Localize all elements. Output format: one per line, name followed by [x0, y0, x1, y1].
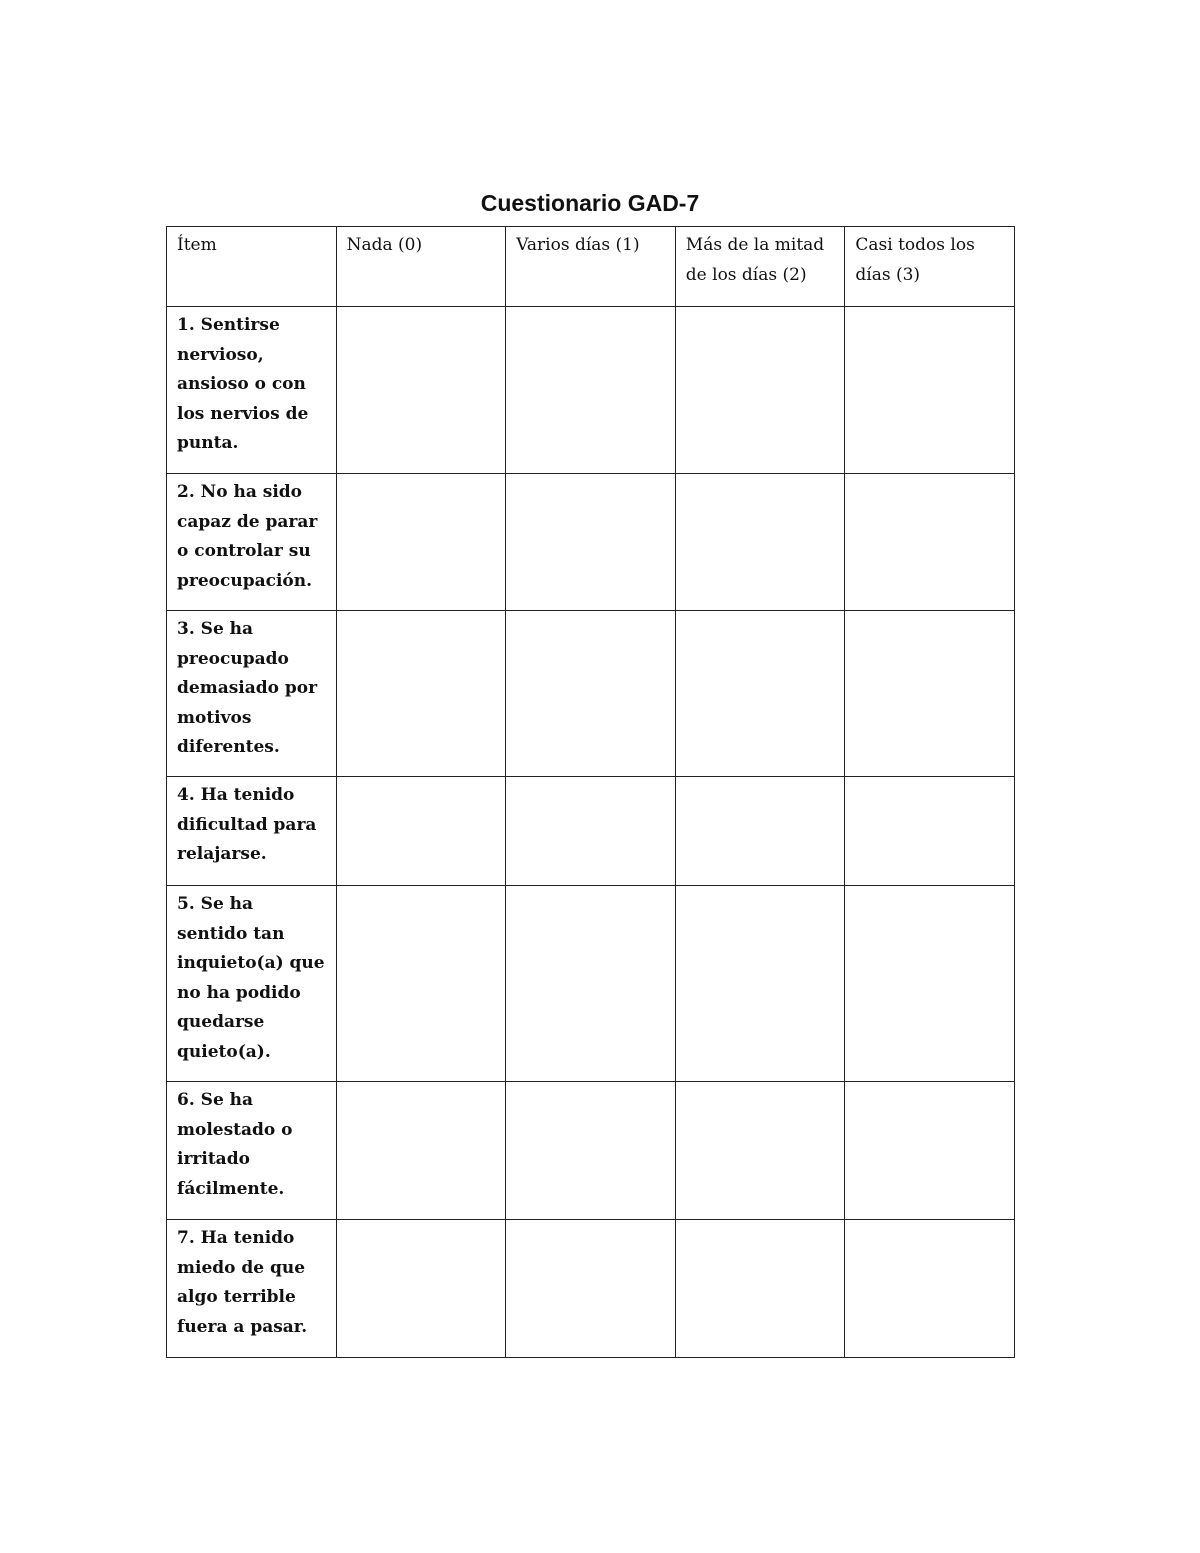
table-row — [167, 474, 1015, 611]
table-row — [167, 886, 1015, 1082]
item-label: 6. Se ha molestado o irritado fácilmente. — [167, 1082, 337, 1220]
answer-cell-varios-dias[interactable] — [506, 1082, 676, 1220]
gad7-table — [166, 226, 1015, 1358]
item-label: 5. Se ha sentido tan inquieto(a) que no ha podido quedarse quieto(a). — [167, 886, 337, 1082]
header-mas-de-la-mitad: Más de la mitad de los días (2) — [675, 227, 845, 307]
page-title: Cuestionario GAD-7 — [480, 190, 700, 216]
answer-cell-mas-de-la-mitad[interactable] — [675, 886, 845, 1082]
answer-cell-casi-todos[interactable] — [845, 1082, 1015, 1220]
answer-cell-casi-todos[interactable] — [845, 307, 1015, 474]
item-label: 2. No ha sido capaz de parar o controlar su preocupación. — [167, 474, 337, 611]
answer-cell-nada[interactable] — [336, 611, 506, 777]
table-row — [167, 307, 1015, 474]
table-header-row — [167, 227, 1015, 307]
answer-cell-mas-de-la-mitad[interactable] — [675, 1220, 845, 1358]
header-item: Ítem — [167, 227, 337, 307]
header-casi-todos: Casi todos los días (3) — [845, 227, 1015, 307]
answer-cell-mas-de-la-mitad[interactable] — [675, 307, 845, 474]
answer-cell-varios-dias[interactable] — [506, 1220, 676, 1358]
answer-cell-casi-todos[interactable] — [845, 886, 1015, 1082]
item-label: 7. Ha tenido miedo de que algo terrible fuera a pasar. — [167, 1220, 337, 1358]
answer-cell-nada[interactable] — [336, 886, 506, 1082]
table-row — [167, 1082, 1015, 1220]
answer-cell-casi-todos[interactable] — [845, 611, 1015, 777]
table-row — [167, 777, 1015, 886]
item-label: 4. Ha tenido dificultad para relajarse. — [167, 777, 337, 886]
answer-cell-nada[interactable] — [336, 1082, 506, 1220]
header-varios-dias: Varios días (1) — [506, 227, 676, 307]
answer-cell-mas-de-la-mitad[interactable] — [675, 611, 845, 777]
answer-cell-varios-dias[interactable] — [506, 886, 676, 1082]
table-row — [167, 1220, 1015, 1358]
answer-cell-casi-todos[interactable] — [845, 1220, 1015, 1358]
answer-cell-varios-dias[interactable] — [506, 777, 676, 886]
answer-cell-varios-dias[interactable] — [506, 307, 676, 474]
answer-cell-varios-dias[interactable] — [506, 474, 676, 611]
answer-cell-casi-todos[interactable] — [845, 474, 1015, 611]
answer-cell-nada[interactable] — [336, 777, 506, 886]
item-label: 3. Se ha preocupado demasiado por motivos diferentes. — [167, 611, 337, 777]
answer-cell-varios-dias[interactable] — [506, 611, 676, 777]
answer-cell-mas-de-la-mitad[interactable] — [675, 1082, 845, 1220]
answer-cell-nada[interactable] — [336, 1220, 506, 1358]
answer-cell-nada[interactable] — [336, 474, 506, 611]
answer-cell-mas-de-la-mitad[interactable] — [675, 474, 845, 611]
answer-cell-nada[interactable] — [336, 307, 506, 474]
table-row — [167, 611, 1015, 777]
answer-cell-mas-de-la-mitad[interactable] — [675, 777, 845, 886]
item-label: 1. Sentirse nervioso, ansioso o con los nervios de punta. — [167, 307, 337, 474]
answer-cell-casi-todos[interactable] — [845, 777, 1015, 886]
header-nada: Nada (0) — [336, 227, 506, 307]
